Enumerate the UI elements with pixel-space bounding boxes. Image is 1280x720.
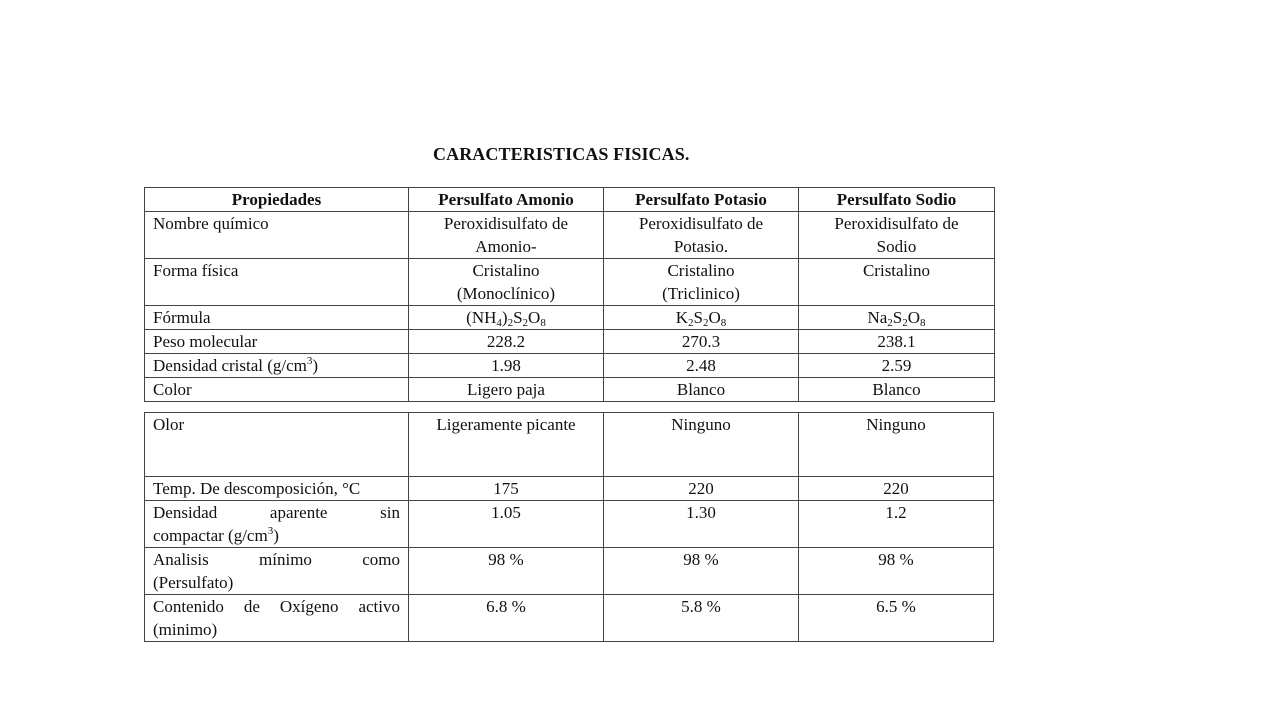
row-label: Analisis mínimo como (Persulfato) (145, 548, 409, 595)
cell-sodio: 238.1 (799, 330, 995, 354)
cell-amonio: 1.05 (409, 501, 604, 548)
cell-amonio: Ligero paja (409, 378, 604, 402)
cell-sodio: 98 % (799, 548, 994, 595)
cell-potasio: 2.48 (604, 354, 799, 378)
cell-potasio: $K_2S_2O_8$ (604, 306, 799, 330)
row-nombre-quimico (145, 212, 995, 259)
cell-potasio: Ninguno (604, 413, 799, 477)
cell-sodio: Ninguno (799, 413, 994, 477)
cell-sodio: 2.59 (799, 354, 995, 378)
cell-potasio: 220 (604, 477, 799, 501)
cell-sodio: 220 (799, 477, 994, 501)
row-densidad-aparente (145, 501, 994, 548)
cell-amonio: 6.8 % (409, 595, 604, 642)
row-olor (145, 413, 994, 477)
header-potasio: Persulfato Potasio (604, 188, 799, 212)
cell-amonio: $(NH_4)_2S_2O_8$ (409, 306, 604, 330)
cell-potasio: Cristalino (Triclinico) (604, 259, 799, 306)
row-temp-descomposicion (145, 477, 994, 501)
properties-table-top (144, 187, 995, 402)
cell-sodio: $Na_2S_2O_8$ (799, 306, 995, 330)
cell-sodio: Peroxidisulfato de Sodio (799, 212, 995, 259)
cell-potasio: 1.30 (604, 501, 799, 548)
header-sodio: Persulfato Sodio (799, 188, 995, 212)
page-title: CARACTERISTICAS FISICAS. (433, 144, 690, 164)
row-label: Densidad aparente sin compactar $(g/cm^3)$ (145, 501, 409, 548)
cell-amonio: 1.98 (409, 354, 604, 378)
row-analisis-minimo (145, 548, 994, 595)
cell-amonio: 175 (409, 477, 604, 501)
cell-potasio: 5.8 % (604, 595, 799, 642)
row-label: Temp. De descomposición, °C (145, 477, 409, 501)
cell-amonio: Cristalino (Monoclínico) (409, 259, 604, 306)
row-label: Peso molecular (145, 330, 409, 354)
properties-table-bottom (144, 412, 994, 642)
header-row (145, 188, 995, 212)
row-label: Forma física (145, 259, 409, 306)
cell-sodio: 1.2 (799, 501, 994, 548)
row-formula (145, 306, 995, 330)
cell-amonio: 228.2 (409, 330, 604, 354)
row-label: Color (145, 378, 409, 402)
row-label: Olor (145, 413, 409, 477)
row-label: Nombre químico (145, 212, 409, 259)
cell-sodio: Blanco (799, 378, 995, 402)
cell-amonio: Peroxidisulfato de Amonio- (409, 212, 604, 259)
header-propiedades: Propiedades (145, 188, 409, 212)
cell-sodio: 6.5 % (799, 595, 994, 642)
cell-potasio: Peroxidisulfato de Potasio. (604, 212, 799, 259)
row-color (145, 378, 995, 402)
cell-potasio: Blanco (604, 378, 799, 402)
cell-sodio: Cristalino (799, 259, 995, 306)
header-amonio: Persulfato Amonio (409, 188, 604, 212)
cell-amonio: Ligeramente picante (409, 413, 604, 477)
row-oxigeno-activo (145, 595, 994, 642)
row-label: Densidad cristal $(g/cm^3)$ (145, 354, 409, 378)
row-label: Contenido de Oxígeno activo (minimo) (145, 595, 409, 642)
row-peso-molecular (145, 330, 995, 354)
cell-potasio: 98 % (604, 548, 799, 595)
cell-amonio: 98 % (409, 548, 604, 595)
row-label: Fórmula (145, 306, 409, 330)
row-densidad-cristal (145, 354, 995, 378)
cell-potasio: 270.3 (604, 330, 799, 354)
row-forma-fisica (145, 259, 995, 306)
